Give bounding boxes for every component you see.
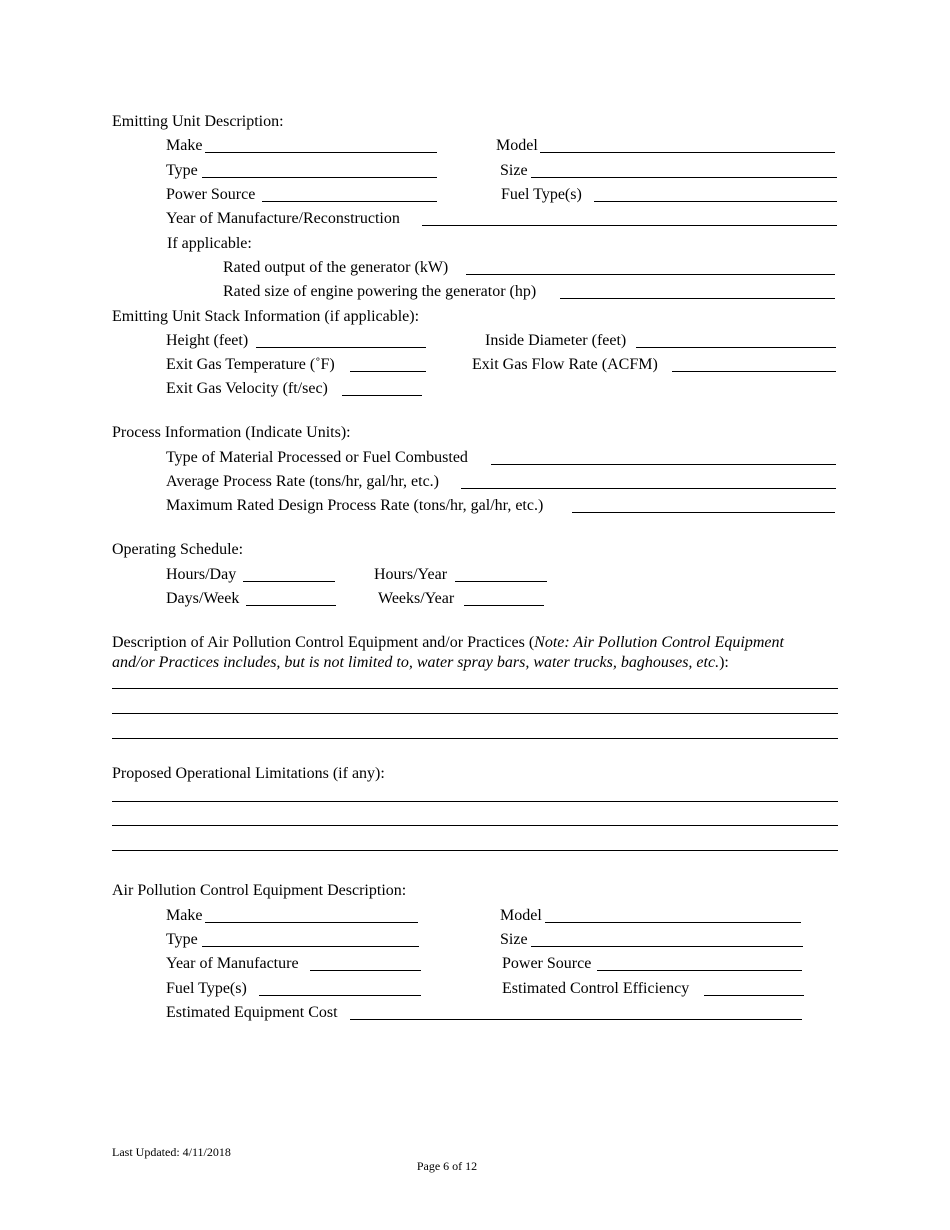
apc-year-field[interactable] (310, 970, 421, 971)
apc-size-field[interactable] (531, 946, 803, 947)
apc-make-label: Make (166, 907, 203, 924)
fuel-types-label: Fuel Type(s) (501, 186, 582, 203)
inside-diameter-field[interactable] (636, 347, 836, 348)
avg-rate-field[interactable] (461, 488, 836, 489)
apc-type-field[interactable] (202, 946, 419, 947)
control-desc-line-1[interactable] (112, 688, 838, 689)
process-heading: Process Information (Indicate Units): (112, 424, 351, 441)
apc-type-label: Type (166, 931, 198, 948)
apc-year-label: Year of Manufacture (166, 955, 299, 972)
exit-temp-field[interactable] (350, 371, 426, 372)
page-number: Page 6 of 12 (416, 1159, 478, 1173)
limitations-line-2[interactable] (112, 825, 838, 826)
apc-efficiency-field[interactable] (704, 995, 804, 996)
power-source-label: Power Source (166, 186, 256, 203)
max-rate-label: Maximum Rated Design Process Rate (tons/hr, gal/hr, etc.) (166, 497, 544, 514)
rated-size-label: Rated size of engine powering the generator (hp) (223, 283, 537, 300)
hours-day-label: Hours/Day (166, 566, 237, 583)
control-desc-line2: and/or Practices includes, but is not limited to, water spray bars, water trucks, baghouses, etc.): (112, 654, 729, 671)
control-desc-line1: Description of Air Pollution Control Equipment and/or Practices (Note: Air Pollution Control Equipment (112, 634, 784, 651)
size-label: Size (500, 162, 528, 179)
exit-flow-label: Exit Gas Flow Rate (ACFM) (472, 356, 658, 373)
hours-year-field[interactable] (455, 581, 547, 582)
control-desc-line-3[interactable] (112, 738, 838, 739)
apc-fuel-types-field[interactable] (259, 995, 421, 996)
apc-fuel-types-label: Fuel Type(s) (166, 980, 247, 997)
material-label: Type of Material Processed or Fuel Combusted (166, 449, 468, 466)
apc-power-source-label: Power Source (502, 955, 592, 972)
power-source-field[interactable] (262, 201, 437, 202)
apc-model-field[interactable] (545, 922, 801, 923)
max-rate-field[interactable] (572, 512, 835, 513)
type-field[interactable] (202, 177, 437, 178)
apc-cost-field[interactable] (350, 1019, 802, 1020)
hours-day-field[interactable] (243, 581, 335, 582)
exit-velocity-label: Exit Gas Velocity (ft/sec) (166, 380, 328, 397)
rated-output-field[interactable] (466, 274, 835, 275)
stack-heading: Emitting Unit Stack Information (if applicable): (112, 308, 420, 325)
emitting-unit-heading: Emitting Unit Description: (112, 113, 284, 130)
inside-diameter-label: Inside Diameter (feet) (485, 332, 627, 349)
type-label: Type (166, 162, 198, 179)
exit-flow-field[interactable] (672, 371, 836, 372)
make-label: Make (166, 137, 203, 154)
apc-model-label: Model (500, 907, 542, 924)
make-field[interactable] (205, 152, 437, 153)
apc-size-label: Size (500, 931, 528, 948)
schedule-heading: Operating Schedule: (112, 541, 244, 558)
control-desc-line-2[interactable] (112, 713, 838, 714)
rated-size-field[interactable] (560, 298, 835, 299)
fuel-types-field[interactable] (594, 201, 837, 202)
apc-efficiency-label: Estimated Control Efficiency (502, 980, 690, 997)
model-label: Model (496, 137, 538, 154)
if-applicable-label: If applicable: (167, 235, 252, 252)
days-week-label: Days/Week (166, 590, 240, 607)
apc-make-field[interactable] (205, 922, 418, 923)
exit-temp-label: Exit Gas Temperature (˚F) (166, 356, 335, 373)
material-field[interactable] (491, 464, 836, 465)
weeks-year-field[interactable] (464, 605, 544, 606)
height-field[interactable] (256, 347, 426, 348)
limitations-line-3[interactable] (112, 850, 838, 851)
exit-velocity-field[interactable] (342, 395, 422, 396)
size-field[interactable] (531, 177, 837, 178)
limitations-heading: Proposed Operational Limitations (if any): (112, 765, 385, 782)
year-label: Year of Manufacture/Reconstruction (166, 210, 400, 227)
days-week-field[interactable] (246, 605, 336, 606)
last-updated: Last Updated: 4/11/2018 (112, 1145, 231, 1159)
height-label: Height (feet) (166, 332, 249, 349)
apc-power-source-field[interactable] (597, 970, 802, 971)
limitations-line-1[interactable] (112, 801, 838, 802)
apc-cost-label: Estimated Equipment Cost (166, 1004, 338, 1021)
model-field[interactable] (540, 152, 835, 153)
rated-output-label: Rated output of the generator (kW) (223, 259, 449, 276)
apc-heading: Air Pollution Control Equipment Description: (112, 882, 407, 899)
weeks-year-label: Weeks/Year (378, 590, 455, 607)
year-field[interactable] (422, 225, 837, 226)
avg-rate-label: Average Process Rate (tons/hr, gal/hr, etc.) (166, 473, 439, 490)
hours-year-label: Hours/Year (374, 566, 448, 583)
